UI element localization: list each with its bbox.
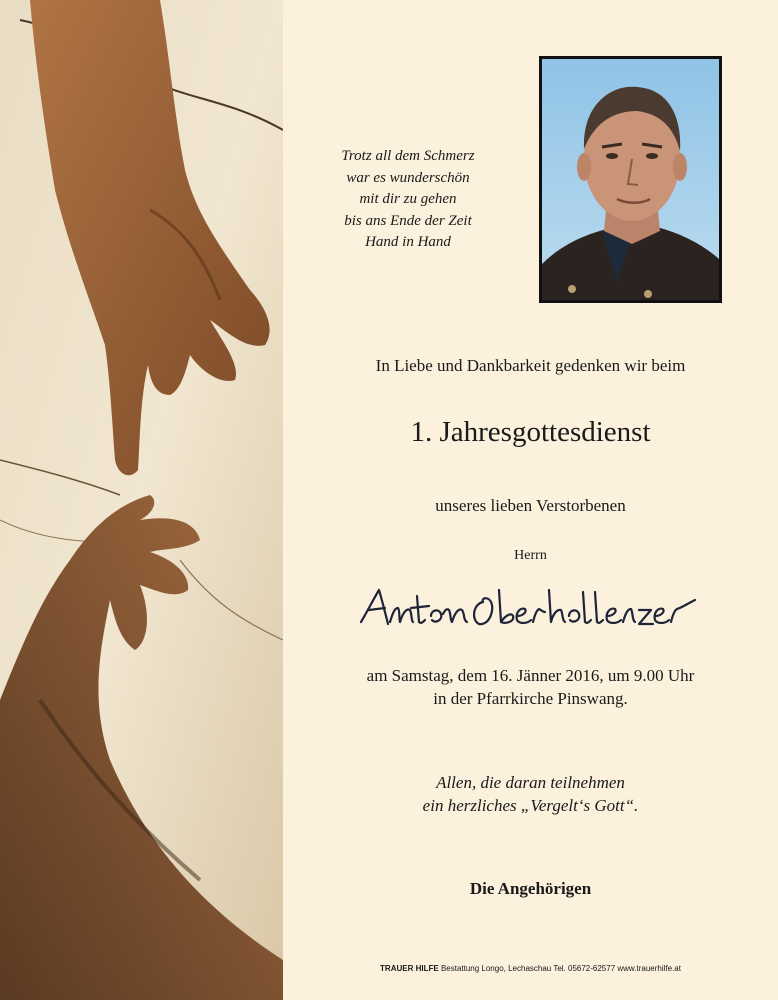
service-location: in der Pfarrkirche Pinswang.	[433, 689, 628, 708]
salutation: Herrn	[514, 548, 547, 563]
thanks-text	[283, 771, 778, 817]
signoff-family: Die Angehörigen	[469, 879, 592, 898]
thanks-line: Allen, die daran teilnehmen	[436, 773, 625, 792]
subtitle-text: unseres lieben Verstorbenen	[435, 496, 626, 515]
footer-credit	[283, 964, 778, 973]
verse-line: mit dir zu gehen	[359, 191, 457, 207]
verse-line: Trotz all dem Schmerz	[341, 148, 475, 164]
verse-line: bis ans Ende der Zeit	[344, 212, 472, 229]
fresco-hands-image	[0, 0, 283, 1000]
memorial-verse	[320, 146, 496, 254]
footer-brand: TRAUER HILFE	[380, 964, 439, 973]
intro-text: In Liebe und Dankbarkeit gedenken wir beim	[375, 356, 686, 375]
footer-details: Bestattung Longo, Lechaschau Tel. 05672-62577 www.trauerhilfe.at	[440, 964, 681, 973]
service-title: 1. Jahresgottesdienst	[410, 416, 651, 448]
service-date-time: am Samstag, dem 16. Jänner 2016, um 9.00 Uhr	[366, 666, 695, 685]
portrait-photo	[539, 56, 722, 303]
service-details	[283, 664, 778, 710]
verse-line: war es wunderschön	[346, 169, 470, 186]
thanks-line: ein herzliches „Vergelt‘s Gott“.	[422, 796, 639, 815]
verse-line: Hand in Hand	[365, 234, 451, 250]
handwritten-name-signature	[355, 582, 700, 647]
